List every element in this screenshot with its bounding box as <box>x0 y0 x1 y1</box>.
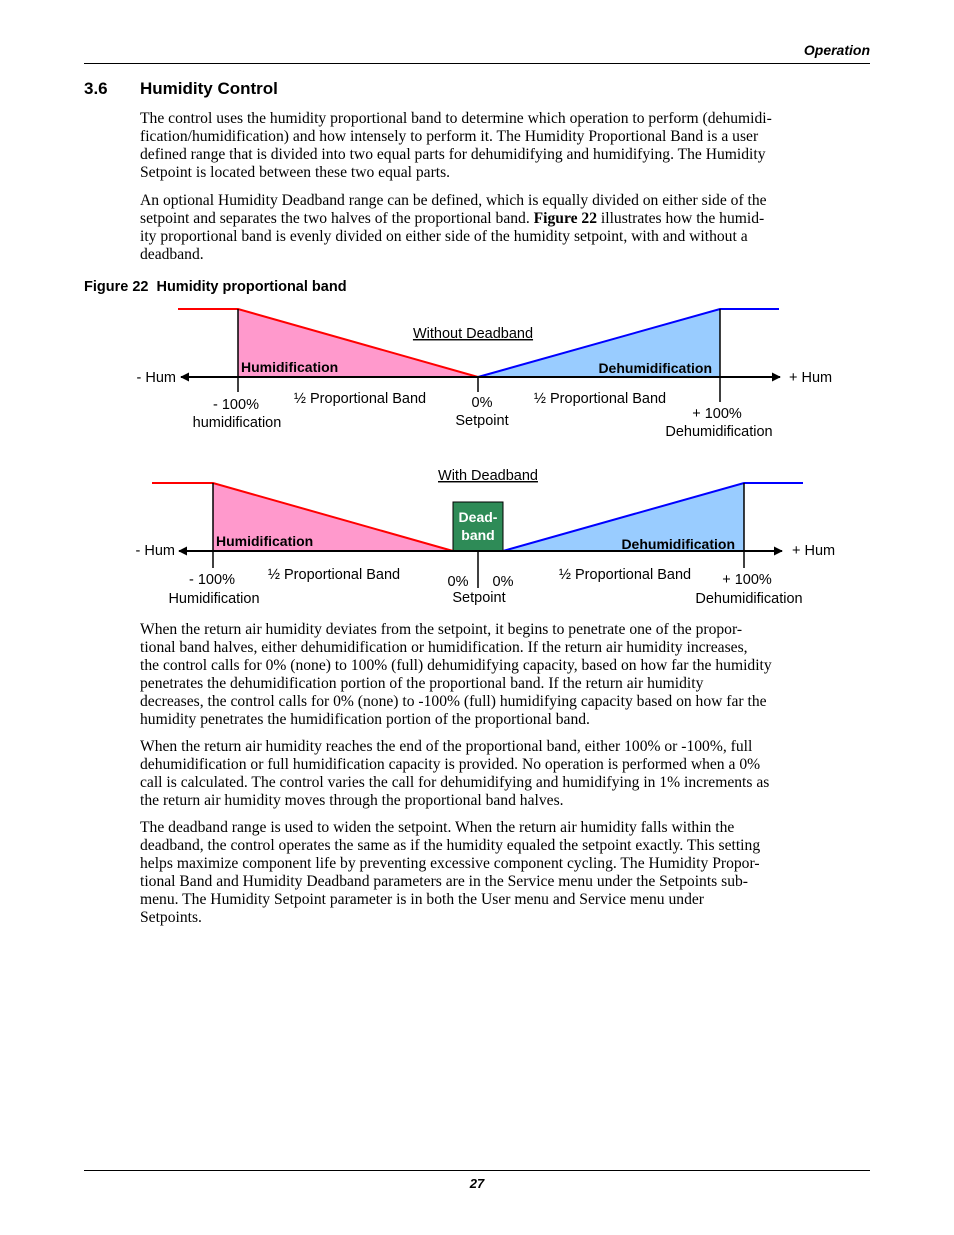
figure-number: Figure 22 <box>84 279 149 295</box>
paragraph-line: menu. The Humidity Setpoint parameter is in both the User menu and Service menu under <box>140 891 704 908</box>
diagram-with-deadband <box>136 468 836 607</box>
paragraph-line: tional band halves, either dehumidification or humidification. If the return air humidity increases, <box>140 639 748 656</box>
center-right-value: 0% <box>492 574 514 590</box>
right-end-value: + 100% <box>692 406 742 422</box>
paragraph-text: setpoint and separates the two halves of the proportional band. <box>140 210 534 227</box>
paragraph-line: dehumidification or full humidification capacity is provided. No operation is performed when a 0% <box>140 756 761 773</box>
center-left-value: 0% <box>447 574 469 590</box>
paragraph-line: penetrates the dehumidification portion of the proportional band. If the return air humidity <box>140 675 704 692</box>
half-band-label-right: ½ Proportional Band <box>558 567 692 583</box>
left-end-value: - 100% <box>213 397 259 413</box>
paragraph-5 <box>140 819 870 927</box>
minus-hum-label: - Hum <box>135 543 175 559</box>
deadband-label: Dead- <box>458 509 498 525</box>
paragraph-line: The control uses the humidity proportional band to determine which operation to perform (dehumidi- <box>140 110 772 127</box>
paragraph-line: decreases, the control calls for 0% (none) to -100% (full) humidifying capacity based on how far the <box>140 693 767 710</box>
humidification-label: Humidification <box>241 359 339 375</box>
diagram-without-deadband <box>137 309 833 440</box>
paragraph-line: the return air humidity moves through the proportional band halves. <box>140 792 564 809</box>
center-value: 0% <box>471 395 493 411</box>
right-end-label: Dehumidification <box>665 424 773 440</box>
diagram-title: Without Deadband <box>412 326 534 342</box>
paragraph-line: An optional Humidity Deadband range can be defined, which is equally divided on either side of the <box>140 192 767 209</box>
section-title: Humidity Control <box>140 79 278 98</box>
figure-reference-link[interactable]: Figure 22 <box>533 210 598 227</box>
figure-title: Humidity proportional band <box>156 279 347 295</box>
minus-hum-label: - Hum <box>136 370 176 386</box>
plus-hum-label: + Hum <box>789 370 833 386</box>
paragraph-line: tional Band and Humidity Deadband parameters are in the Service menu under the Setpoints sub- <box>140 873 748 890</box>
deadband-label: band <box>461 527 495 543</box>
left-end-label: Humidification <box>168 591 260 607</box>
half-band-label-right: ½ Proportional Band <box>533 391 667 407</box>
running-header: Operation <box>803 42 870 58</box>
half-band-label-left: ½ Proportional Band <box>267 567 401 583</box>
paragraph-line: the control calls for 0% (none) to 100% (full) dehumidifying capacity, based on how far the humidity <box>140 657 772 674</box>
paragraph-line: Setpoint is located between these two equal parts. <box>140 164 451 181</box>
paragraph-line: The deadband range is used to widen the setpoint. When the return air humidity falls within the <box>140 819 735 836</box>
paragraph-line: When the return air humidity reaches the end of the proportional band, either 100% or -100%, full <box>140 738 753 755</box>
paragraph-line: Setpoints. <box>140 909 202 926</box>
paragraph-text: illustrates how the humid- <box>597 210 765 227</box>
left-end-value: - 100% <box>189 572 235 588</box>
setpoint-label: Setpoint <box>452 590 506 606</box>
right-end-label: Dehumidification <box>695 591 803 607</box>
paragraph-line: helps maximize component life by preventing excessive component cycling. The Humidity Propor- <box>140 855 760 872</box>
right-end-value: + 100% <box>722 572 772 588</box>
dehumidification-label: Dehumidification <box>621 536 735 552</box>
diagram-title: With Deadband <box>438 468 538 484</box>
dehumidification-label: Dehumidification <box>598 360 712 376</box>
paragraph-line: defined range that is divided into two equal parts for dehumidifying and humidifying. The Humidity <box>140 146 766 163</box>
paragraph-4 <box>140 738 870 810</box>
left-end-label: humidification <box>192 415 282 431</box>
paragraph-3 <box>140 621 870 729</box>
paragraph-line: When the return air humidity deviates from the setpoint, it begins to penetrate one of the propor- <box>140 621 743 638</box>
paragraph-line: fication/humidification) and how intensely to perform it. The Humidity Proportional Band is a user <box>140 128 759 145</box>
half-band-label-left: ½ Proportional Band <box>293 391 427 407</box>
page-number: 27 <box>469 1176 485 1191</box>
paragraph-line: humidity penetrates the humidification portion of the proportional band. <box>140 711 590 728</box>
paragraph-line: deadband, the control operates the same as if the humidity equaled the setpoint exactly. This setting <box>140 837 761 854</box>
footer-rule <box>84 1170 870 1171</box>
paragraph-line: deadband. <box>140 246 204 263</box>
plus-hum-label: + Hum <box>792 543 836 559</box>
section-number: 3.6 <box>84 79 108 98</box>
paragraph-line: ity proportional band is evenly divided on either side of the humidity setpoint, with and without a <box>140 228 748 245</box>
setpoint-label: Setpoint <box>455 413 509 429</box>
paragraph-line: call is calculated. The control varies the call for dehumidifying and humidifying in 1% increments as <box>140 774 770 791</box>
humidification-label: Humidification <box>216 533 314 549</box>
